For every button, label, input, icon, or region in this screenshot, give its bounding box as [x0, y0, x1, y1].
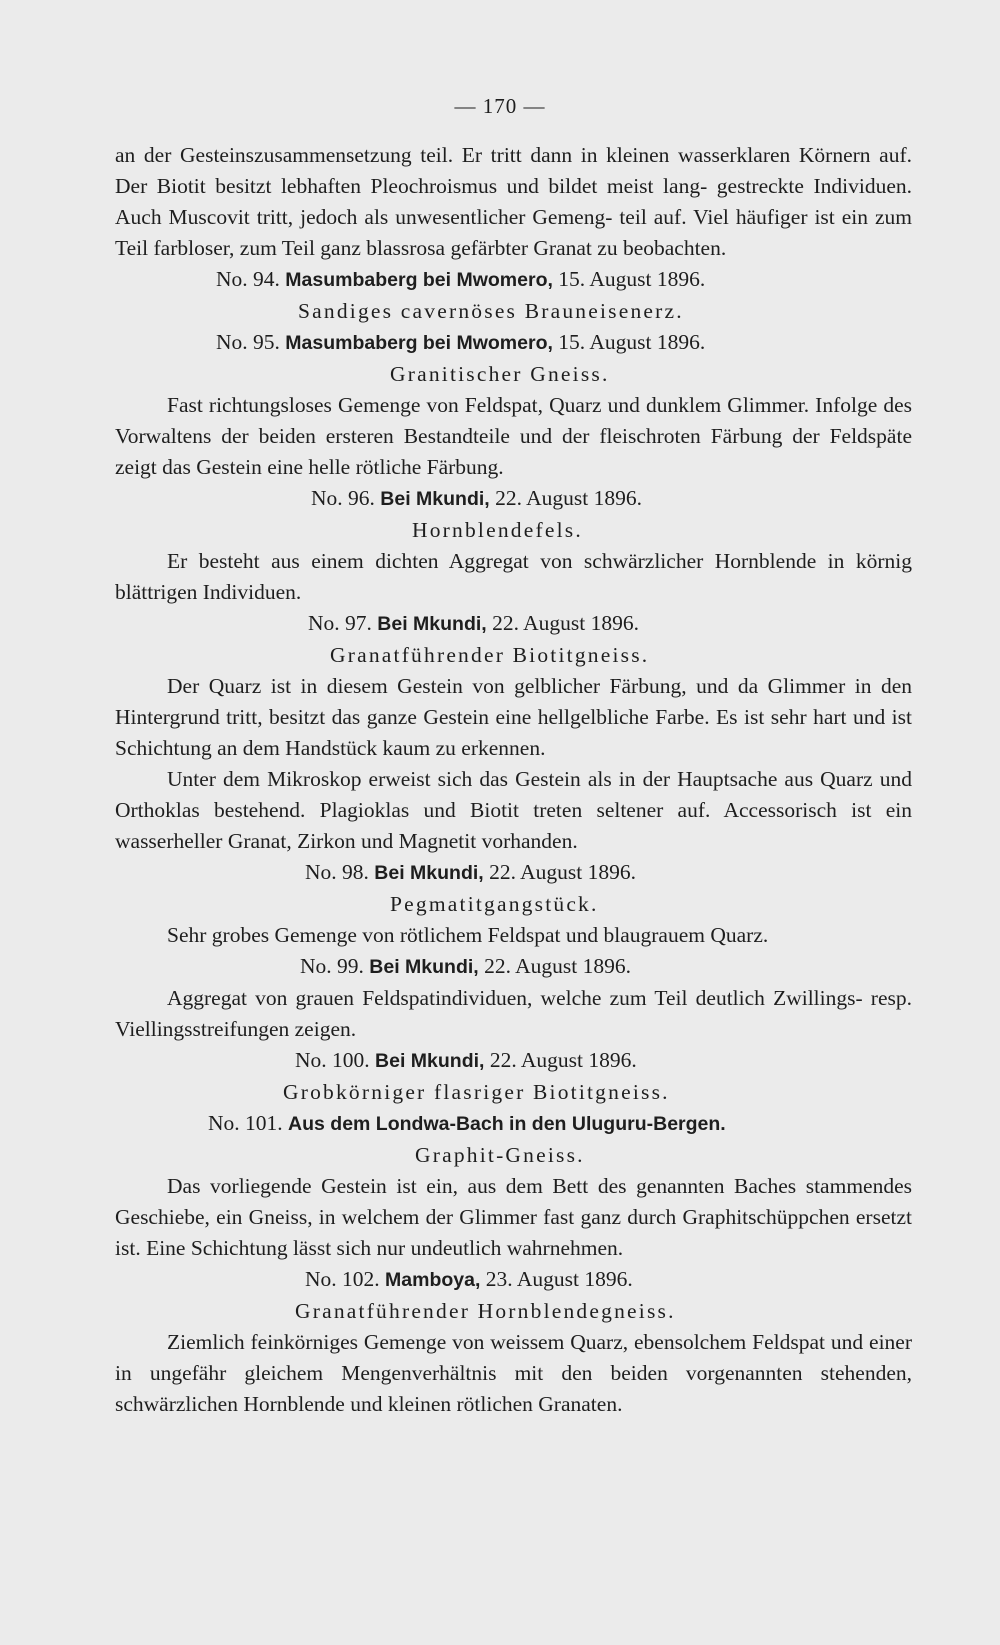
specimen-date: 15. August 1896.: [558, 330, 706, 354]
rock-title: Grobkörniger flasriger Biotitgneiss.: [283, 1080, 670, 1104]
specimen-number: No. 100.: [295, 1048, 370, 1072]
specimen-date: 22. August 1896.: [492, 611, 640, 635]
specimen-number: No. 97.: [308, 611, 372, 635]
specimen-location: Bei Mkundi,: [369, 956, 479, 978]
paragraph: Aggregat von grauen Feldspatindividuen, welche zum Teil deutlich Zwillings- resp. Viellingsstreifungen zeigen.: [115, 986, 912, 1041]
rock-title: Granatführender Biotitgneiss.: [330, 643, 650, 667]
paragraph: Sehr grobes Gemenge von rötlichem Feldspat und blaugrauem Quarz.: [167, 923, 769, 947]
specimen-location: Bei Mkundi,: [377, 613, 487, 635]
specimen-location: Bei Mkundi,: [380, 488, 490, 510]
specimen-number: No. 101.: [208, 1111, 283, 1135]
specimen-location: Masumbaberg bei Mwomero,: [285, 269, 553, 291]
specimen-location: Masumbaberg bei Mwomero,: [285, 332, 553, 354]
rock-title: Pegmatitgangstück.: [390, 892, 599, 916]
specimen-number: No. 102.: [305, 1267, 380, 1291]
specimen-date: 22. August 1896.: [484, 954, 632, 978]
rock-title: Granatführender Hornblendegneiss.: [295, 1299, 676, 1323]
specimen-number: No. 96.: [311, 486, 375, 510]
specimen-heading: [115, 1045, 912, 1077]
specimen-heading: [115, 857, 912, 889]
text-column: [115, 140, 912, 1420]
specimen-date: 22. August 1896.: [489, 1048, 637, 1072]
specimen-date: 22. August 1896.: [495, 486, 643, 510]
paragraph: Er besteht aus einem dichten Aggregat von schwärzlicher Hornblende in körnig blättrigen Individuen.: [115, 549, 912, 604]
specimen-location: Bei Mkundi,: [374, 862, 484, 884]
paragraph: Das vorliegende Gestein ist ein, aus dem Bett des genannten Baches stammendes Geschiebe, ein Gneiss, in welchem der Glimmer fast ganz durch Graphitschüppchen ersetzt ist. Eine Schichtung lässt sich nur undeutlich wahrnehmen.: [115, 1174, 912, 1260]
paragraph: Fast richtungsloses Gemenge von Feldspat, Quarz und dunklem Glimmer. Infolge des Vorwaltens der beiden ersteren Bestandteile und der fleischroten Färbung der Feldspäte zeigt das Gestein eine helle rötliche Färbung.: [115, 393, 912, 479]
specimen-heading: [115, 608, 912, 640]
specimen-heading: [115, 1264, 912, 1296]
specimen-number: No. 99.: [300, 954, 364, 978]
specimen-location: Bei Mkundi,: [375, 1050, 485, 1072]
rock-title: Hornblendefels.: [412, 518, 583, 542]
page-number: — 170 —: [454, 94, 546, 118]
specimen-location: Mamboya,: [385, 1269, 481, 1291]
specimen-heading: [115, 327, 912, 359]
paragraph: Ziemlich feinkörniges Gemenge von weissem Quarz, ebensolchem Feldspat und einer in ungefähr gleichem Mengenverhältnis mit den beiden vorgenannten stehenden, schwärzlichen Hornblende und kleinen rötlichen Granaten.: [115, 1330, 912, 1416]
rock-title: Graphit-Gneiss.: [415, 1143, 585, 1167]
specimen-number: No. 98.: [305, 860, 369, 884]
specimen-date: 22. August 1896.: [489, 860, 637, 884]
specimen-number: No. 94.: [216, 267, 280, 291]
specimen-date: 23. August 1896.: [485, 1267, 633, 1291]
paragraph: an der Gesteinszusammensetzung teil. Er tritt dann in kleinen wasserklaren Körnern auf. Der Biotit besitzt lebhaften Pleochroismus und bildet meist lang- gestreckte Individuen. Auch Muscovit tritt, jedoch als unwesentlicher Gemeng- teil auf. Viel häufiger ist ein zum Teil farbloser, zum Teil ganz blassrosa gefärbter Granat zu beobachten.: [115, 143, 912, 260]
specimen-number: No. 95.: [216, 330, 280, 354]
paragraph: Unter dem Mikroskop erweist sich das Gestein als in der Hauptsache aus Quarz und Orthoklas bestehend. Plagioklas und Biotit treten seltener auf. Accessorisch ist ein wasserheller Granat, Zirkon und Magnetit vorhanden.: [115, 767, 912, 853]
specimen-heading: [115, 1108, 912, 1140]
specimen-location: Aus dem Londwa-Bach in den Uluguru-Bergen.: [288, 1113, 726, 1135]
specimen-heading: [115, 951, 912, 983]
specimen-date: 15. August 1896.: [558, 267, 706, 291]
rock-title: Granitischer Gneiss.: [390, 362, 610, 386]
specimen-heading: [115, 264, 912, 296]
rock-title: Sandiges cavernöses Brauneisenerz.: [298, 299, 684, 323]
paragraph: Der Quarz ist in diesem Gestein von gelblicher Färbung, und da Glimmer in den Hintergrund tritt, besitzt das ganze Gestein eine hellgelbliche Farbe. Es ist sehr hart und ist Schichtung an dem Handstück kaum zu erkennen.: [115, 674, 912, 760]
specimen-heading: [115, 483, 912, 515]
